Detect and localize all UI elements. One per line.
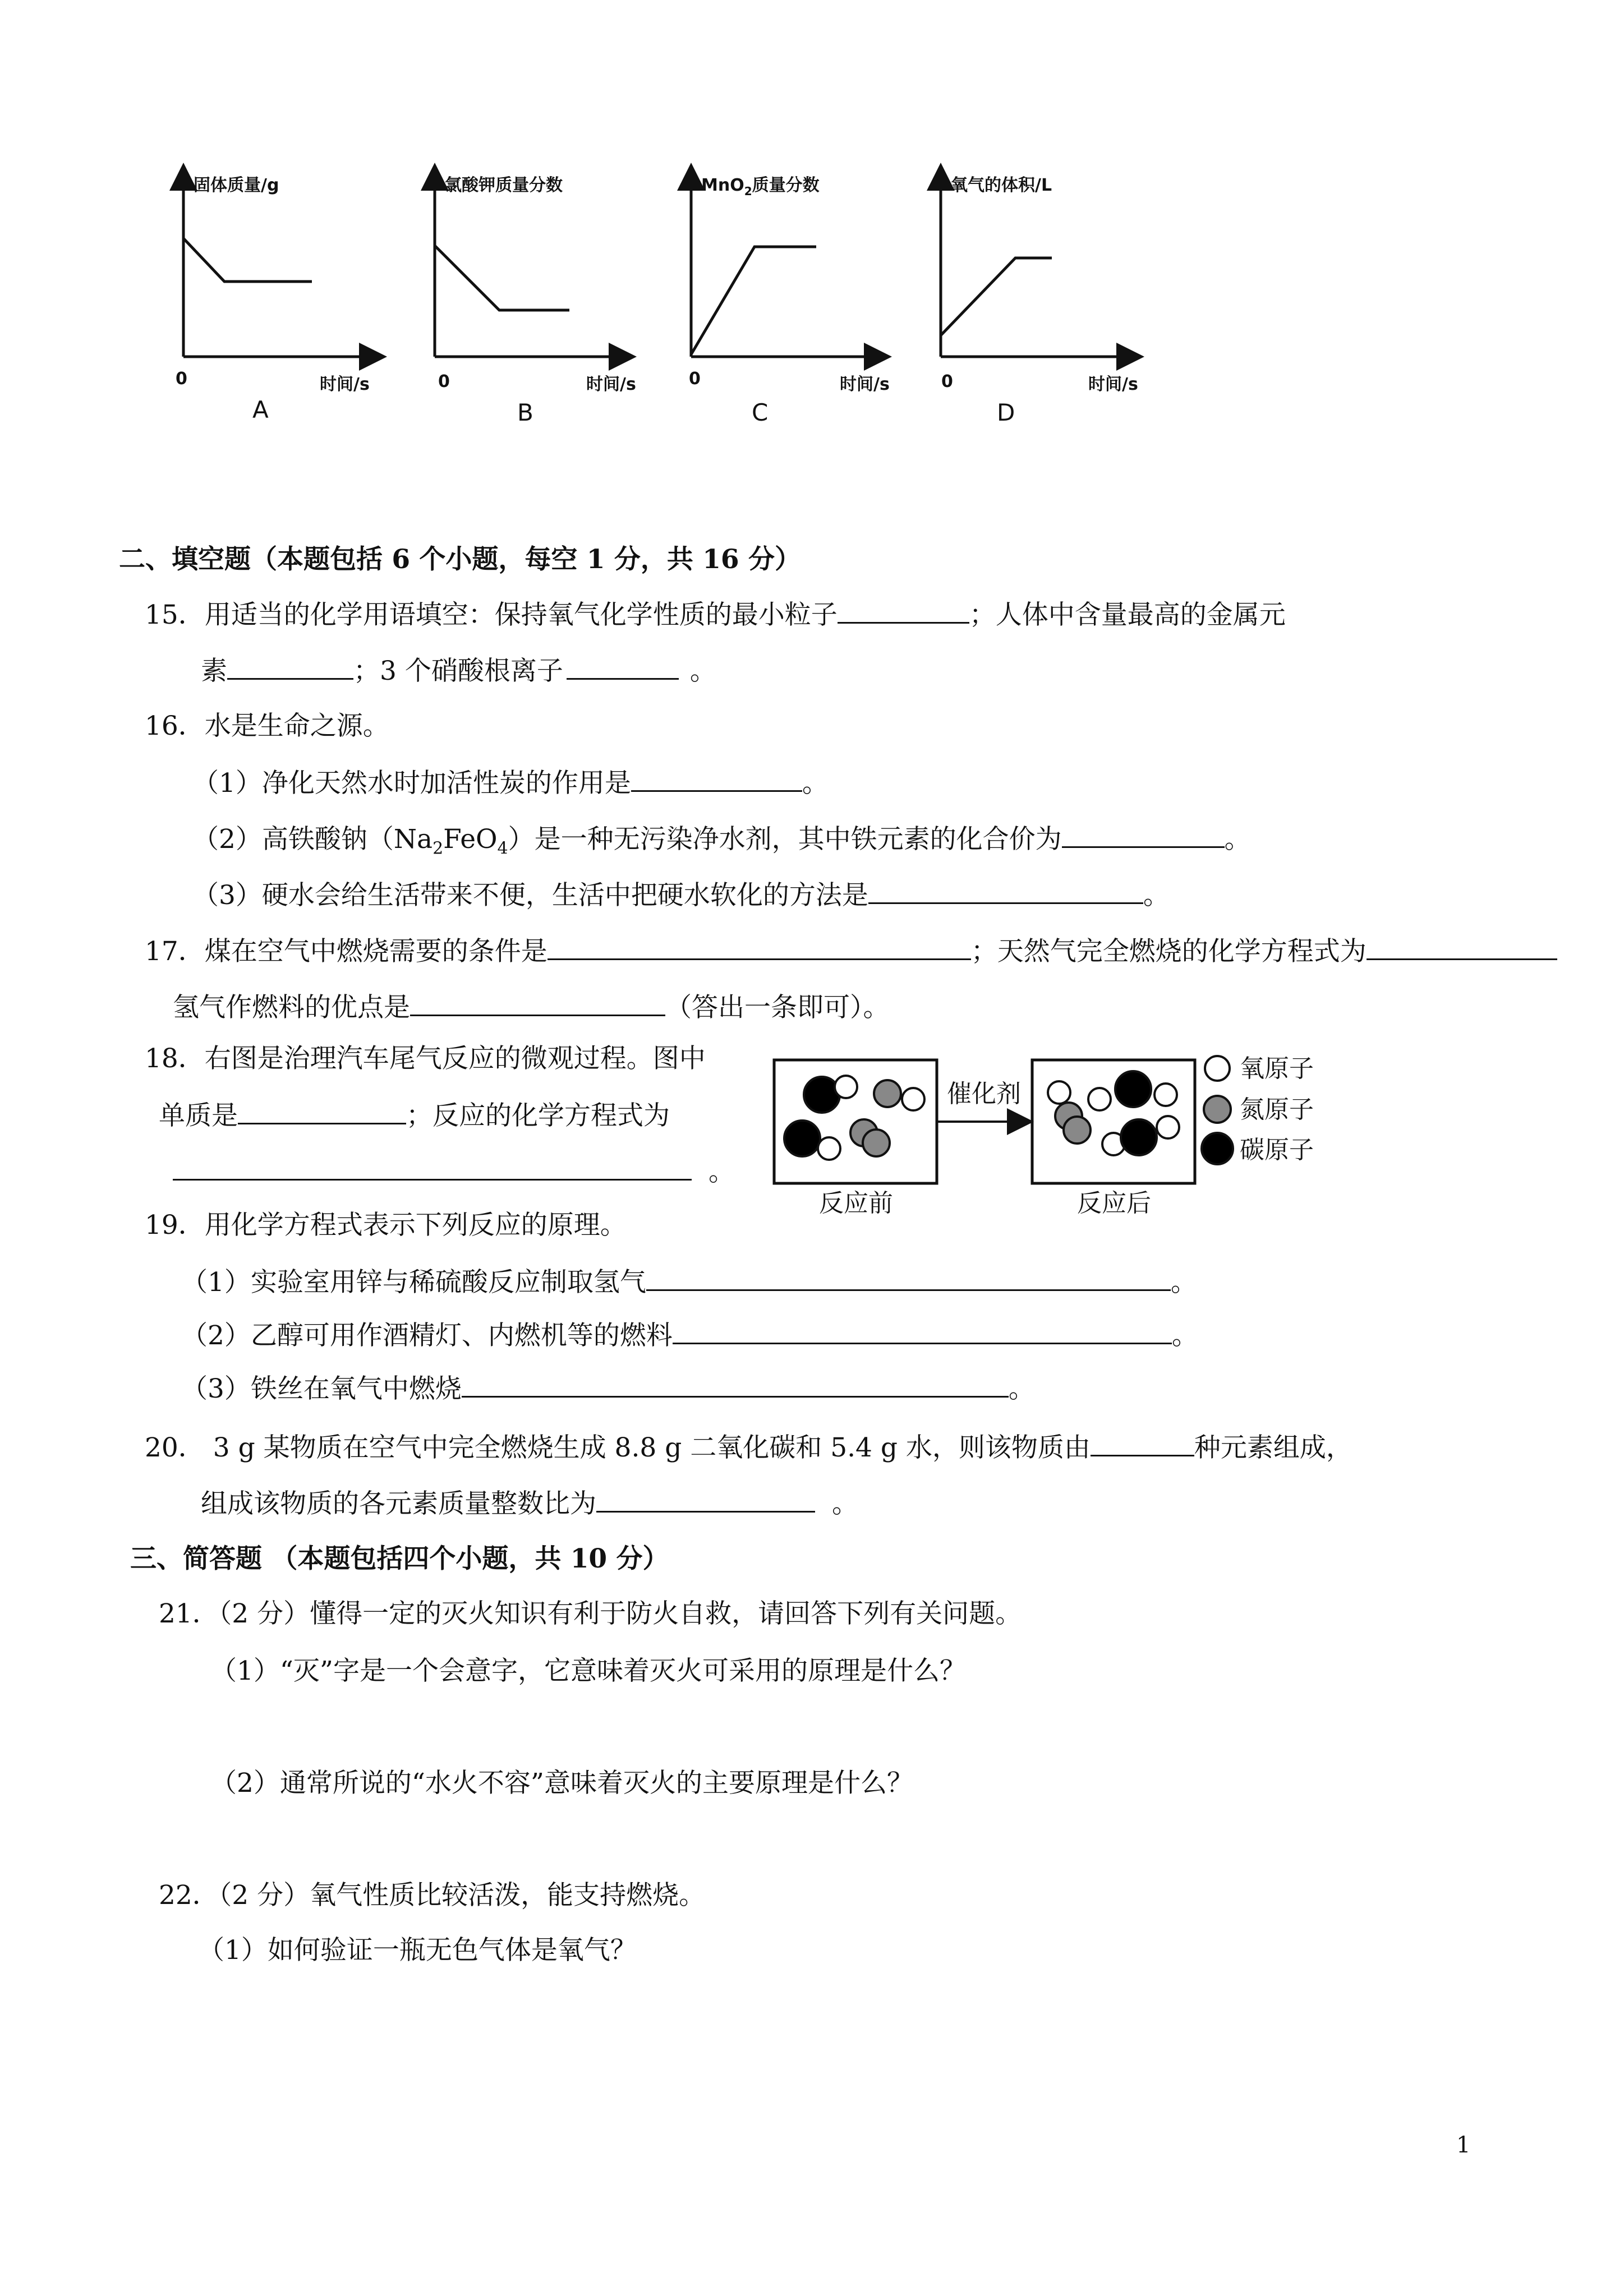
legend-carbon-swatch <box>1202 1133 1233 1164</box>
q18-blank-1[interactable] <box>238 1098 406 1124</box>
question-15-line-2: 素 ；3 个硝酸根离子 。 <box>201 653 716 688</box>
graph-b-option: B <box>517 399 533 426</box>
question-16-part-1: （1）净化天然水时加活性炭的作用是 。 <box>192 766 829 800</box>
question-19-part-1: （1）实验室用锌与稀硫酸反应制取氢气 。 <box>181 1265 1197 1299</box>
question-18-line-2: 单质是 ；反应的化学方程式为 <box>159 1098 670 1133</box>
question-22-part-1: （1）如何验证一瓶无色气体是氧气？ <box>198 1935 637 1966</box>
graph-a-option: A <box>252 396 269 423</box>
oxygen-atom <box>835 1076 857 1098</box>
q16-blank-1[interactable] <box>631 766 802 792</box>
graph-b-curve <box>435 246 569 310</box>
legend-oxygen: 氧原子 <box>1240 1054 1314 1083</box>
oxygen-atom <box>818 1137 840 1160</box>
question-19-intro: 19．用化学方程式表示下列反应的原理。 <box>145 1210 627 1241</box>
graph-d-y-label: 氧气的体积/L <box>951 176 1052 195</box>
graph-c-origin: 0 <box>689 369 701 389</box>
nitrogen-atom <box>863 1129 890 1156</box>
graph-a-curve <box>183 238 312 282</box>
graph-c-curve <box>691 247 816 354</box>
question-16-intro: 16．水是生命之源。 <box>145 711 389 741</box>
q15-blank-2[interactable] <box>227 653 353 680</box>
q17-blank-2[interactable] <box>1367 934 1557 960</box>
q17-blank-3[interactable] <box>410 990 665 1016</box>
graph-c-y-label: MnO$_2$质量分数 <box>701 176 820 198</box>
graph-c-x-label: 时间/s <box>840 375 890 394</box>
graph-b-x-label: 时间/s <box>586 375 636 394</box>
oxygen-atom <box>1088 1088 1111 1110</box>
graph-b-y-label: 氯酸钾质量分数 <box>445 176 563 195</box>
legend-nitrogen: 氮原子 <box>1240 1095 1314 1124</box>
legend-nitrogen-swatch <box>1204 1096 1231 1123</box>
page-number: 1 <box>1456 2132 1471 2158</box>
question-15-line-1: 15．用适当的化学用语填空：保持氧气化学性质的最小粒子 ；人体中含量最高的金属元 <box>145 597 1286 632</box>
oxygen-atom <box>902 1088 924 1110</box>
oxygen-atom <box>1157 1116 1179 1138</box>
question-22-intro: 22．（2 分）氧气性质比较活泼，能支持燃烧。 <box>159 1880 706 1911</box>
question-16-part-3: （3）硬水会给生活带来不便，生活中把硬水软化的方法是 。 <box>192 878 1170 912</box>
carbon-atom <box>804 1077 840 1113</box>
q20-blank-1[interactable] <box>1091 1430 1194 1456</box>
question-19-part-3: （3）铁丝在氧气中燃烧 。 <box>181 1371 1035 1406</box>
legend-carbon: 碳原子 <box>1240 1136 1314 1164</box>
q17-blank-1[interactable] <box>548 934 971 960</box>
legend-oxygen-swatch <box>1205 1056 1230 1081</box>
question-20-line-2: 组成该物质的各元素质量整数比为 。 <box>201 1486 858 1521</box>
section-3-heading: 三、简答题 （本题包括四个小题，共 10 分） <box>130 1543 669 1574</box>
graph-a-x-label: 时间/s <box>320 375 370 394</box>
after-label: 反应后 <box>1077 1189 1151 1218</box>
q16-blank-2[interactable] <box>1062 822 1225 848</box>
q19-blank-2[interactable] <box>673 1318 1172 1344</box>
graph-d-x-label: 时间/s <box>1088 375 1138 394</box>
question-20-line-1: 20． 3 g 某物质在空气中完全燃烧生成 8.8 g 二氧化碳和 5.4 g 水，则该物质由 种元素组成， <box>145 1430 1352 1465</box>
q19-blank-3[interactable] <box>462 1371 1009 1398</box>
graph-c-option: C <box>752 399 769 426</box>
reaction-diagram <box>769 1043 1341 1223</box>
question-21-part-1: （1）“灭”字是一个会意字，它意味着灭火可采用的原理是什么？ <box>210 1656 966 1686</box>
q15-blank-3[interactable] <box>567 653 679 680</box>
question-17-line-2: 氢气作燃料的优点是 （答出一条即可）。 <box>173 990 890 1025</box>
q20-blank-2[interactable] <box>596 1486 815 1513</box>
graph-d-option: D <box>997 399 1015 426</box>
question-21-part-2: （2）通常所说的“水火不容”意味着灭火的主要原理是什么？ <box>210 1768 913 1799</box>
question-18-line-1: 18．右图是治理汽车尾气反应的微观过程。图中 <box>145 1043 706 1074</box>
q18-blank-2[interactable] <box>173 1154 692 1181</box>
q19-blank-1[interactable] <box>646 1265 1171 1291</box>
question-16-part-2: （2）高铁酸钠$(Na_2FeO_4)$是一种无污染净水剂，其中铁元素的化合价为 。 <box>192 822 1251 865</box>
carbon-atom <box>784 1121 820 1156</box>
graphs-figure <box>0 0 1624 460</box>
catalyst-label: 催化剂 <box>947 1080 1021 1108</box>
q16-blank-3[interactable] <box>868 878 1143 904</box>
section-2-heading: 二、填空题（本题包括 6 个小题，每空 1 分，共 16 分） <box>119 544 801 575</box>
q15-blank-1[interactable] <box>838 597 969 624</box>
graph-b-origin: 0 <box>438 372 450 391</box>
nitrogen-atom <box>1064 1117 1091 1144</box>
graph-d-curve <box>941 258 1052 335</box>
nitrogen-atom <box>874 1080 901 1107</box>
question-17-line-1: 17．煤在空气中燃烧需要的条件是 ；天然气完全燃烧的化学方程式为 <box>145 934 1557 969</box>
question-18-line-3: 。 <box>173 1154 735 1189</box>
oxygen-atom <box>1154 1084 1177 1106</box>
carbon-atom <box>1115 1071 1151 1107</box>
graph-a-origin: 0 <box>176 369 187 389</box>
oxygen-atom <box>1048 1081 1070 1104</box>
graph-d-origin: 0 <box>941 372 953 391</box>
before-label: 反应前 <box>819 1189 893 1218</box>
question-19-part-2: （2）乙醇可用作酒精灯、内燃机等的燃料 。 <box>181 1318 1198 1353</box>
carbon-atom <box>1121 1119 1157 1155</box>
graph-a-y-label: 固体质量/g <box>194 176 279 195</box>
question-21-intro: 21．（2 分）懂得一定的灭火知识有利于防火自救，请回答下列有关问题。 <box>159 1598 1022 1629</box>
